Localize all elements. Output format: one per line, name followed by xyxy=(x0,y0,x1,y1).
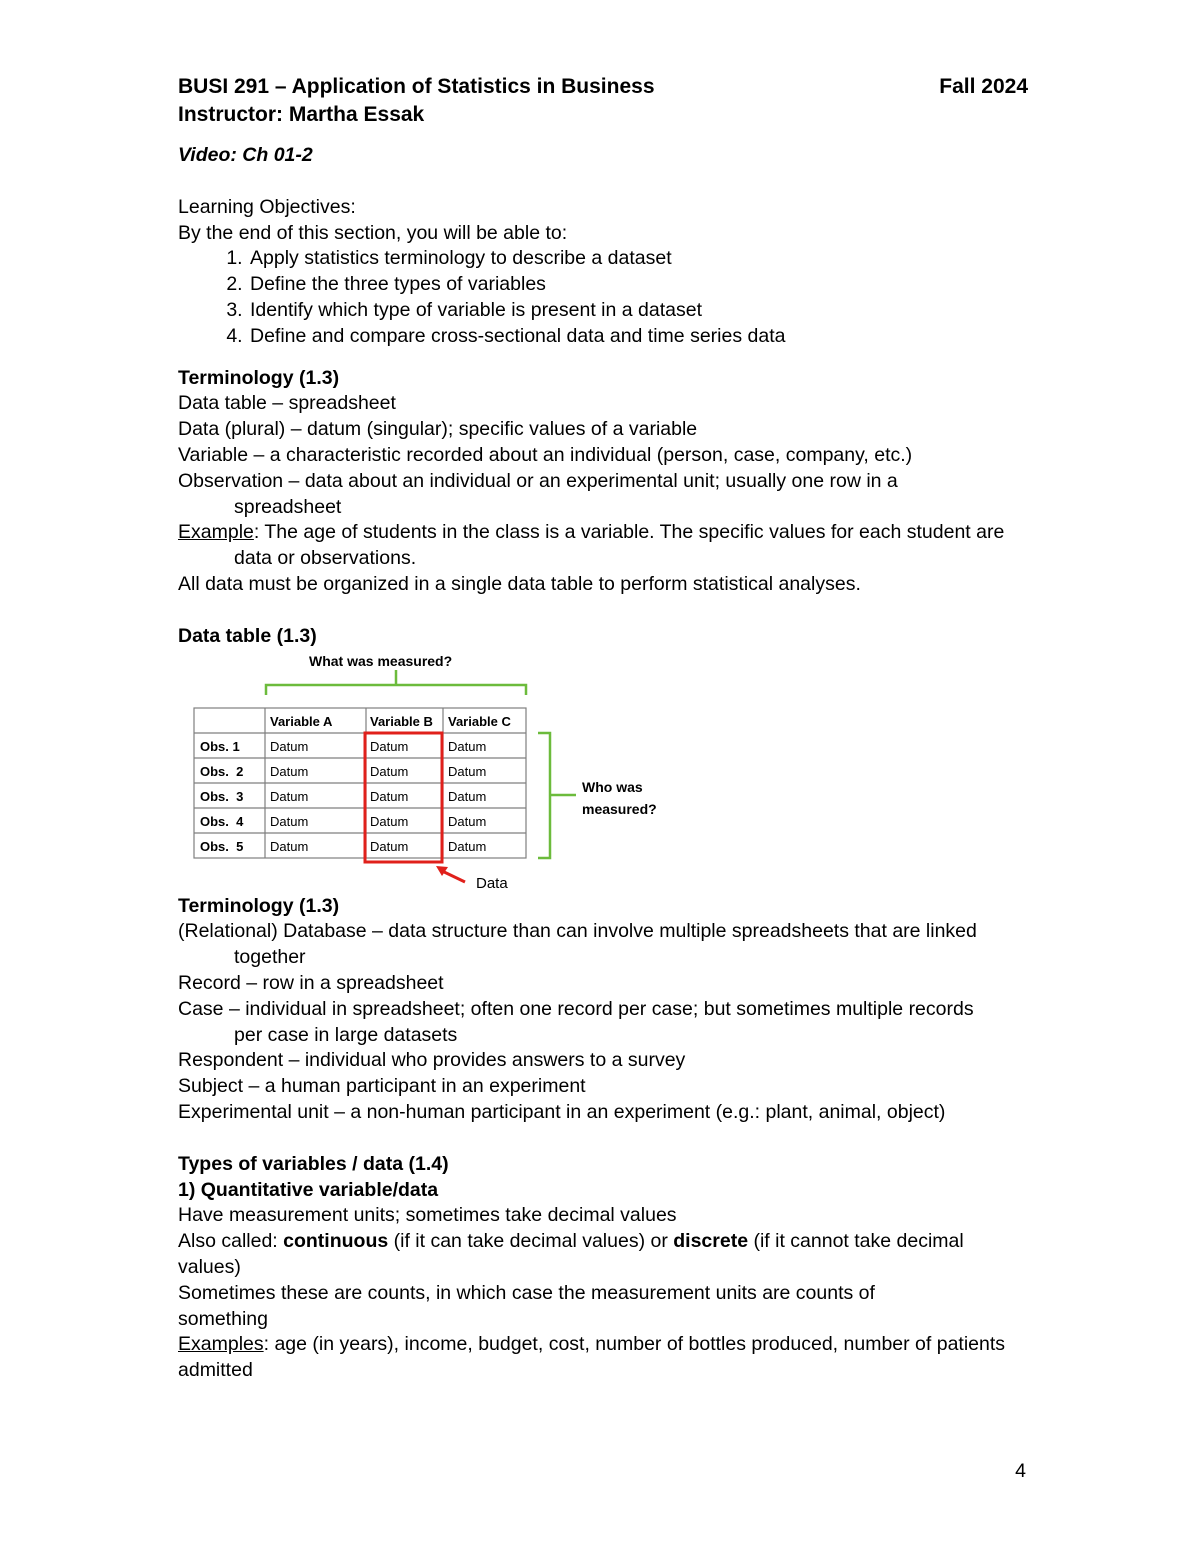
page-number: 4 xyxy=(1015,1460,1026,1482)
also-mid: (if it can take decimal values) or xyxy=(388,1230,674,1253)
also-pre: Also called: xyxy=(178,1230,284,1253)
page-content xyxy=(178,73,1028,1384)
term: Fall 2024 xyxy=(939,75,1028,98)
datum-cell: Datum xyxy=(448,788,487,804)
column-header: Variable C xyxy=(448,713,511,729)
objectives-intro: By the end of this section, you will be able to: xyxy=(178,221,568,244)
also-post: (if it cannot take decimal values) xyxy=(178,1230,964,1278)
datum-cell: Datum xyxy=(270,838,309,854)
closing-line: All data must be organized in a single data table to perform statistical analyses. xyxy=(178,572,861,595)
who-measured-label-1: Who was xyxy=(582,778,643,795)
terminology-heading-2: Terminology (1.3) xyxy=(178,894,340,917)
instructor: Instructor: Martha Essak xyxy=(178,103,425,126)
row-label: Obs. 5 xyxy=(200,838,244,854)
term-line: Subject – a human participant in an experiment xyxy=(178,1075,586,1098)
column-header: Variable A xyxy=(270,713,333,729)
examples-label: Examples xyxy=(178,1333,264,1356)
row-label: Obs. 2 xyxy=(200,763,244,779)
example-line xyxy=(178,520,1028,572)
types-heading: Types of variables / data (1.4) xyxy=(178,1152,449,1175)
datum-cell: Datum xyxy=(448,738,487,754)
datum-cell: Datum xyxy=(270,738,309,754)
term-line: Variable – a characteristic recorded about an individual (person, case, company, etc.) xyxy=(178,443,913,466)
objective-item: 2. Define the three types of variables xyxy=(248,272,1028,298)
datum-cell: Datum xyxy=(270,788,309,804)
term-line: Case – individual in spreadsheet; often one record per case; but sometimes multiple records per case in large datasets xyxy=(178,997,974,1046)
datum-cell: Datum xyxy=(448,813,487,829)
term-line: Experimental unit – a non-human participant in an experiment (e.g.: plant, animal, object) xyxy=(178,1100,946,1123)
video-title: Video: Ch 01-2 xyxy=(178,144,313,166)
continuous-term: continuous xyxy=(283,1230,389,1253)
objective-item: 3. Identify which type of variable is present in a dataset xyxy=(248,298,1028,324)
row-label: Obs. 1 xyxy=(200,738,240,754)
objectives-list xyxy=(178,246,1028,349)
term-line: Respondent – individual who provides answers to a survey xyxy=(178,1049,686,1072)
row-label: Obs. 4 xyxy=(200,813,244,829)
example-text: : The age of students in the class is a variable. The specific values for each student are data or observations. xyxy=(234,521,1005,570)
datum-cell: Datum xyxy=(448,838,487,854)
objective-item: 1. Apply statistics terminology to describe a dataset xyxy=(248,246,1028,272)
datum-cell: Datum xyxy=(270,813,309,829)
who-measured-label-2: measured? xyxy=(582,800,657,817)
types-line: Have measurement units; sometimes take decimal values xyxy=(178,1204,677,1227)
datum-cell: Datum xyxy=(370,813,409,829)
examples-text: : age (in years), income, budget, cost, number of bottles produced, number of patients admitted xyxy=(178,1333,1006,1382)
examples-line xyxy=(178,1332,1028,1384)
column-header: Variable B xyxy=(370,713,433,729)
term-line: Data table – spreadsheet xyxy=(178,392,396,415)
what-measured-label: What was measured? xyxy=(309,652,453,669)
types-line: Sometimes these are counts, in which case the measurement units are counts of something xyxy=(178,1281,875,1330)
also-called-line xyxy=(178,1229,1028,1281)
data-table-heading: Data table (1.3) xyxy=(178,624,317,647)
discrete-term: discrete xyxy=(673,1230,749,1253)
objective-item: 4. Define and compare cross-sectional data and time series data xyxy=(248,324,1028,350)
datum-cell: Datum xyxy=(370,838,409,854)
datum-cell: Datum xyxy=(370,738,409,754)
datum-cell: Datum xyxy=(270,763,309,779)
data-grid xyxy=(194,708,526,858)
top-brace xyxy=(266,670,526,695)
terminology-heading: Terminology (1.3) xyxy=(178,366,340,389)
course-title: BUSI 291 – Application of Statistics in Business xyxy=(178,75,655,98)
term-line: (Relational) Database – data structure than can involve multiple spreadsheets that are linked together xyxy=(178,920,977,969)
header-line xyxy=(178,73,1028,101)
data-label: Data xyxy=(476,874,508,892)
quantitative-heading: 1) Quantitative variable/data xyxy=(178,1178,439,1201)
term-line: Data (plural) – datum (singular); specific values of a variable xyxy=(178,418,698,441)
example-label: Example xyxy=(178,521,254,544)
datum-cell: Datum xyxy=(448,763,487,779)
datum-cell: Datum xyxy=(370,763,409,779)
objectives-title: Learning Objectives: xyxy=(178,195,356,218)
term-line: Record – row in a spreadsheet xyxy=(178,971,444,994)
row-label: Obs. 3 xyxy=(200,788,244,804)
datum-cell: Datum xyxy=(370,788,409,804)
data-table-diagram xyxy=(178,652,698,892)
term-line: Observation – data about an individual or an experimental unit; usually one row in a spreadsheet xyxy=(178,469,898,518)
right-brace xyxy=(538,733,576,858)
